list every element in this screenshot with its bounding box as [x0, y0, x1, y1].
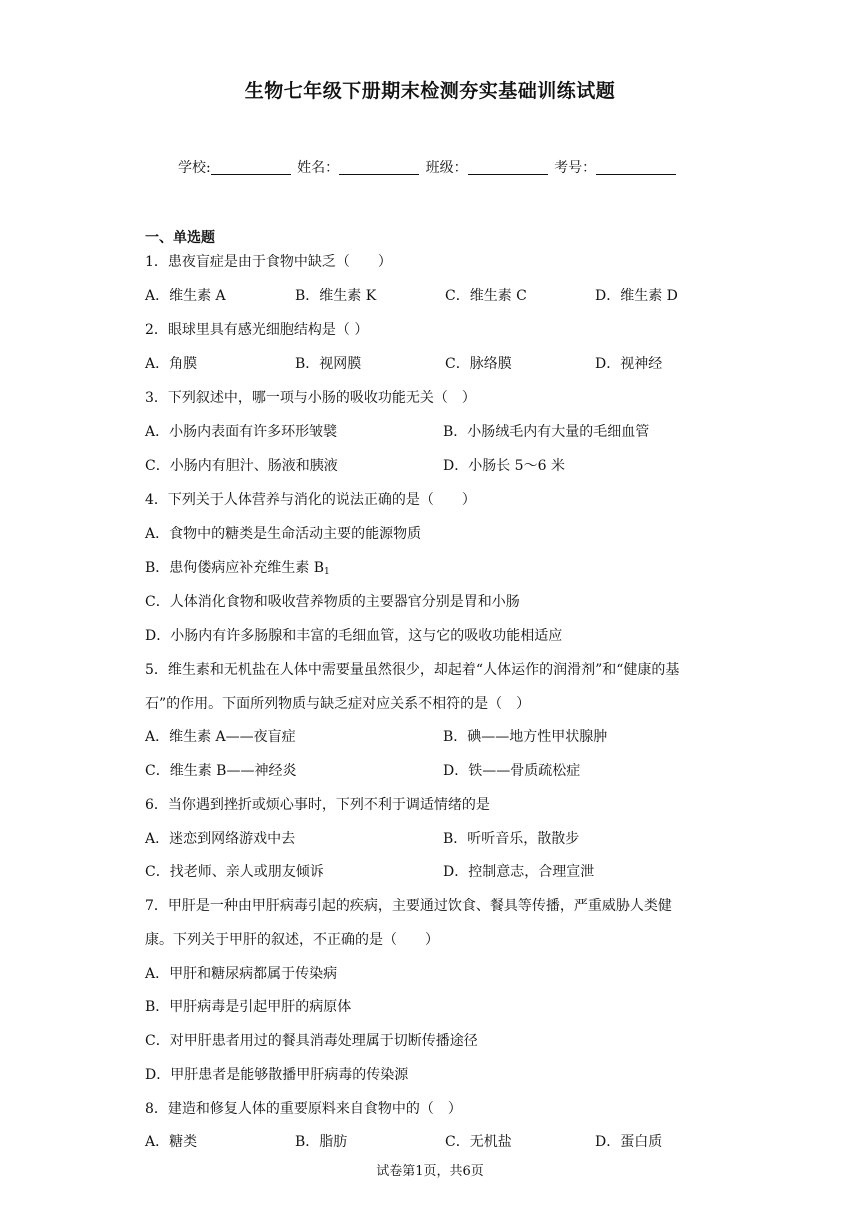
name-blank[interactable]: [339, 160, 419, 175]
option-a: A．甲肝和糖尿病都属于传染病: [145, 966, 338, 982]
option-b: B．小肠绒毛内有大量的毛细血管: [443, 424, 650, 440]
option-c: C．无机盐: [445, 1134, 512, 1150]
question-stem-cont: 石”的作用。下面所列物质与缺乏症对应关系不相符的是（ ）: [145, 696, 531, 712]
option-a: A．角膜: [145, 356, 198, 372]
question-stem: 5．维生素和无机盐在人体中需要量虽然很少，却起着“人体运作的润滑剂”和“健康的基: [145, 662, 680, 678]
student-info-line: [178, 157, 678, 177]
question-stem: 4．下列关于人体营养与消化的说法正确的是（ ）: [145, 492, 476, 508]
number-label: 考号：: [554, 160, 597, 176]
subscript: 1: [324, 567, 330, 577]
number-blank[interactable]: [596, 160, 676, 175]
option-a: A．维生素 A: [145, 288, 226, 304]
option-d: D．维生素 D: [595, 288, 678, 304]
name-label: 姓名：: [297, 160, 340, 176]
option-d: D．铁——骨质疏松症: [443, 763, 581, 779]
option-c: C．脉络膜: [445, 356, 512, 372]
option-b: B．甲肝病毒是引起甲肝的病原体: [145, 999, 352, 1015]
option-a: A．小肠内表面有许多环形皱襞: [145, 424, 338, 440]
option-b: B．脂肪: [295, 1134, 348, 1150]
option-b: B．视网膜: [295, 356, 362, 372]
question-stem: 3．下列叙述中，哪一项与小肠的吸收功能无关（ ）: [145, 390, 476, 406]
option-b: B．听听音乐，散散步: [443, 831, 580, 847]
page-footer: 试卷第1页，共6页: [376, 1164, 484, 1179]
option-d: D．蛋白质: [595, 1134, 663, 1150]
section-heading: 一、单选题: [145, 230, 215, 246]
school-blank[interactable]: [211, 160, 291, 175]
class-label: 班级：: [425, 160, 468, 176]
option-b: B．碘——地方性甲状腺肿: [443, 729, 608, 745]
option-a: A．迷恋到网络游戏中去: [145, 831, 296, 847]
class-blank[interactable]: [468, 160, 548, 175]
option-d: D．甲肝患者是能够散播甲肝病毒的传染源: [145, 1067, 409, 1083]
option-a: A．维生素 A——夜盲症: [145, 729, 296, 745]
option-a: A．糖类: [145, 1134, 198, 1150]
option-d: D．视神经: [595, 356, 663, 372]
option-b: B．患佝偻病应补充维生素 $B_1$: [145, 560, 330, 577]
option-c: C．找老师、亲人或朋友倾诉: [145, 864, 324, 880]
question-stem: 7．甲肝是一种由甲肝病毒引起的疾病，主要通过饮食、餐具等传播，严重威胁人类健: [145, 898, 672, 914]
option-d: D．控制意志，合理宣泄: [443, 864, 595, 880]
option-c: C．人体消化食物和吸收营养物质的主要器官分别是胃和小肠: [145, 594, 520, 610]
question-stem: 1．患夜盲症是由于食物中缺乏（ ）: [145, 254, 392, 270]
option-d: D．小肠长 5～6 米: [443, 458, 565, 474]
option-b: B．维生素 K: [295, 288, 377, 304]
question-stem: 8．建造和修复人体的重要原料来自食物中的（ ）: [145, 1101, 462, 1117]
option-c: C．小肠内有胆汁、肠液和胰液: [145, 458, 338, 474]
option-c: C．对甲肝患者用过的餐具消毒处理属于切断传播途径: [145, 1033, 478, 1049]
option-a: A．食物中的糖类是生命活动主要的能源物质: [145, 526, 422, 542]
question-stem: 2．眼球里具有感光细胞结构是（ ）: [145, 322, 369, 338]
question-stem: 6．当你遇到挫折或烦心事时，下列不利于调适情绪的是: [145, 797, 490, 813]
option-c: C．维生素 B——神经炎: [145, 763, 297, 779]
exam-title: 生物七年级下册期末检测夯实基础训练试题: [244, 80, 616, 102]
question-stem-cont: 康。下列关于甲肝的叙述，不正确的是（ ）: [145, 932, 439, 948]
school-label: 学校:: [178, 160, 211, 176]
option-c: C．维生素 C: [445, 288, 527, 304]
option-d: D．小肠内有许多肠腺和丰富的毛细血管，这与它的吸收功能相适应: [145, 628, 563, 644]
